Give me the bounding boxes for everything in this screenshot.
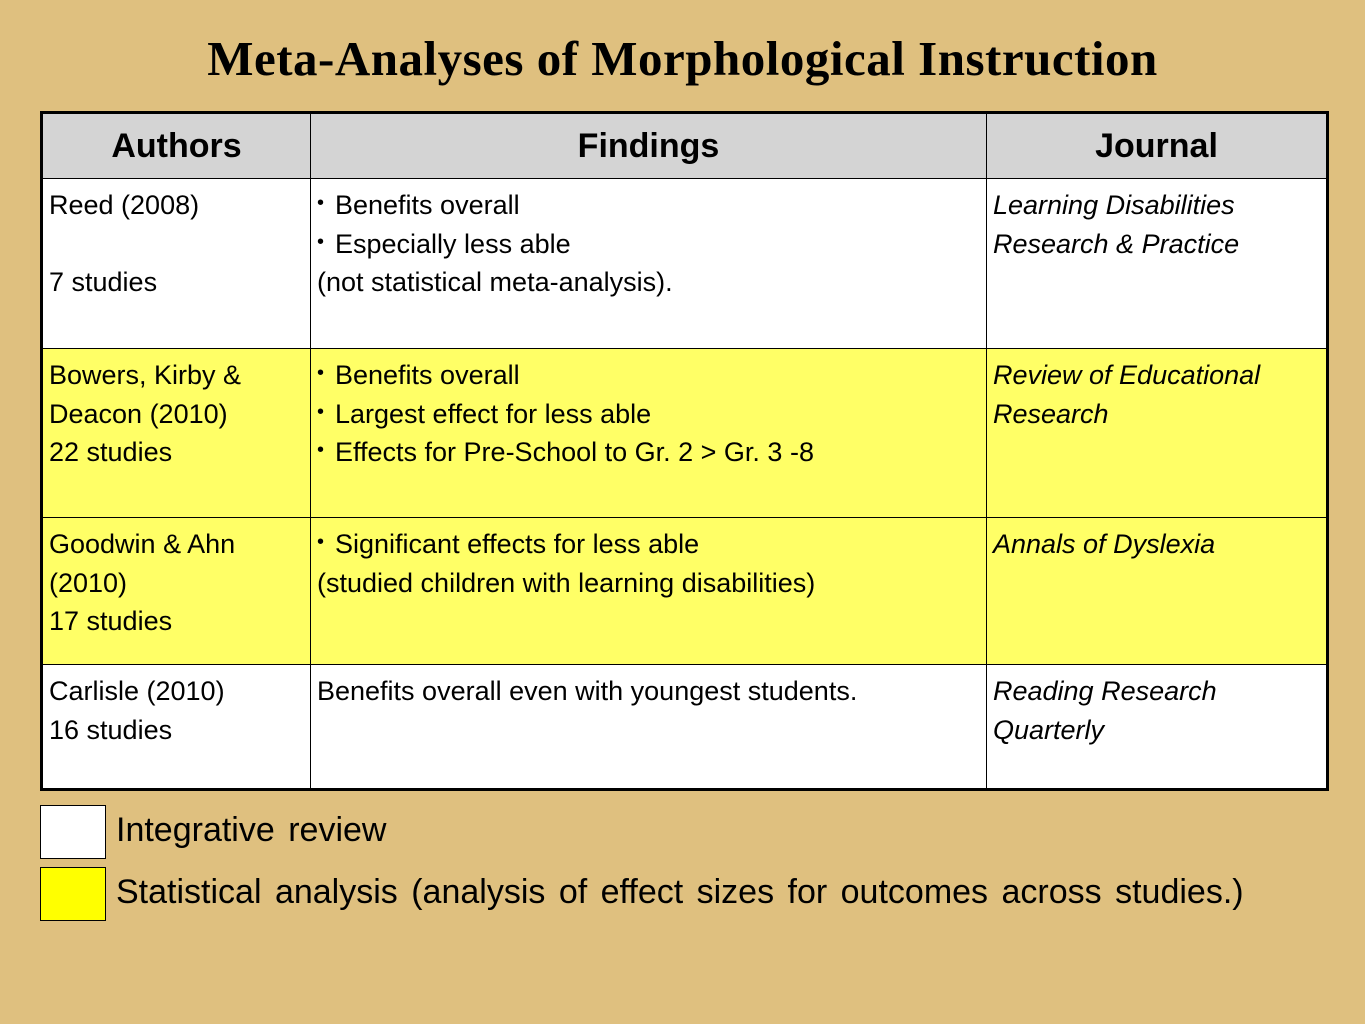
header-findings: Findings: [311, 113, 987, 179]
finding-note: (not statistical meta-analysis).: [317, 267, 673, 297]
bullet-icon: •: [317, 531, 325, 553]
header-authors: Authors: [42, 113, 311, 179]
authors-line: 22 studies: [49, 437, 173, 467]
findings-cell: [311, 179, 987, 349]
findings-cell: [311, 349, 987, 518]
bullet-icon: •: [317, 230, 325, 253]
legend-label: Statistical analysis (analysis of effect sizes for outcomes across studies.): [116, 873, 1244, 911]
journal-line: Learning Disabilities: [993, 190, 1235, 220]
table-row: [42, 179, 1328, 349]
authors-line: 16 studies: [49, 714, 173, 745]
journal-cell: [987, 518, 1328, 665]
authors-line: Deacon (2010): [49, 398, 228, 429]
authors-cell: [42, 518, 311, 665]
journal-line: Research & Practice: [993, 228, 1240, 259]
authors-cell: [42, 179, 311, 349]
journal-line: Review of Educational: [993, 360, 1261, 390]
authors-line: Bowers, Kirby &: [49, 360, 242, 390]
journal-line: Annals of Dyslexia: [993, 529, 1216, 559]
bullet-icon: •: [317, 439, 325, 461]
finding-note: (studied children with learning disabilities): [317, 567, 816, 598]
meta-analyses-table: [40, 111, 1329, 791]
journal-cell: [987, 349, 1328, 518]
authors-spacer: [49, 225, 304, 263]
authors-line: 7 studies: [49, 266, 158, 297]
journal-line: Research: [993, 398, 1109, 429]
table-header-row: [42, 113, 1328, 179]
table-row: [42, 518, 1328, 665]
finding-bullet: • Largest effect for less able: [317, 395, 980, 434]
authors-line: Reed (2008): [49, 190, 200, 220]
finding-bullet: • Effects for Pre-School to Gr. 2 > Gr. 3 -8: [317, 433, 980, 472]
bullet-icon: •: [317, 400, 325, 423]
bullet-icon: •: [317, 362, 325, 384]
finding-bullet: • Especially less able: [317, 225, 980, 264]
journal-cell: [987, 665, 1328, 790]
journal-cell: [987, 179, 1328, 349]
authors-line: Carlisle (2010): [49, 676, 225, 706]
legend-label: Integrative review: [116, 811, 387, 849]
finding-bullet: • Significant effects for less able: [317, 525, 980, 564]
finding-bullet: • Benefits overall: [317, 356, 980, 395]
legend-swatch-white: [40, 805, 106, 859]
header-journal: Journal: [987, 113, 1328, 179]
finding-bullet: • Benefits overall: [317, 186, 980, 225]
journal-line: Reading Research: [993, 676, 1217, 706]
legend-item-statistical: [40, 867, 1340, 923]
authors-line: 17 studies: [49, 606, 173, 636]
authors-line: Goodwin & Ahn: [49, 529, 236, 559]
journal-line: Quarterly: [993, 714, 1105, 745]
authors-cell: [42, 665, 311, 790]
finding-note: Benefits overall even with youngest students.: [317, 676, 858, 706]
findings-cell: [311, 518, 987, 665]
page-title: Meta-Analyses of Morphological Instruction: [207, 31, 1158, 86]
authors-line: (2010): [49, 567, 128, 598]
table-row: [42, 665, 1328, 790]
table-row: [42, 349, 1328, 518]
authors-cell: [42, 349, 311, 518]
bullet-icon: •: [317, 192, 325, 214]
legend-swatch-yellow: [40, 867, 106, 921]
legend-item-integrative: [40, 805, 1340, 861]
findings-cell: [311, 665, 987, 790]
